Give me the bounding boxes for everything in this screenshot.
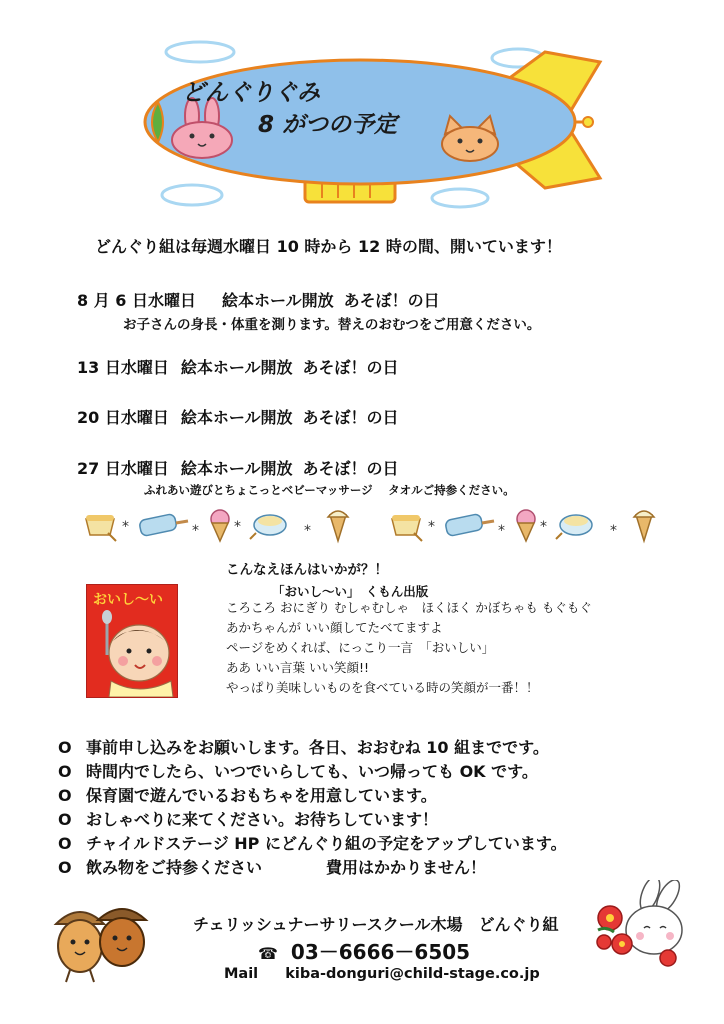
ice-cream-cone-icon: [211, 510, 229, 541]
schedule-date: 13 日水曜日: [77, 358, 169, 377]
ice-cream-cone-icon: [634, 511, 654, 541]
acorn-icon: [98, 909, 146, 966]
schedule-date: 20 日水曜日: [77, 408, 169, 427]
sparkle-icon: *: [192, 523, 199, 539]
notice-text: チャイルドステージ HP にどんぐり組の予定をアップしています。: [86, 834, 567, 853]
bunny-flowers-illustration: [592, 880, 692, 970]
ice-cream-cone-icon: [517, 510, 535, 541]
book-description: [226, 598, 592, 698]
bullet: O: [58, 786, 72, 805]
bullet: O: [58, 834, 72, 853]
phone-row: [258, 936, 470, 965]
popsicle-icon: [139, 513, 188, 536]
book-line: ああ いい言葉 いい笑顔!!: [226, 660, 369, 675]
acorn-illustration: [46, 890, 156, 990]
schedule-row: [77, 288, 440, 311]
bullet: O: [58, 810, 72, 829]
phone-icon: ☎: [258, 944, 278, 963]
schedule-tag: あそぼ！の日: [302, 459, 399, 478]
bullet: O: [58, 858, 72, 877]
book-line: ころころ おにぎり むしゃむしゃ ほくほく かぼちゃも もぐもぐ: [226, 600, 592, 615]
organization-name: チェリッシュナーサリースクール木場 どんぐり組: [193, 915, 559, 934]
schedule-note: ふれあい遊びとちょこっとベビーマッサージ タオルご持参ください。: [144, 483, 515, 497]
schedule-event: 絵本ホール開放: [180, 459, 293, 478]
book-cover-title: おいし～い: [93, 592, 163, 608]
list-item: [58, 856, 567, 880]
sweets-divider: [80, 505, 660, 545]
acorn-icon: [56, 912, 104, 982]
list-item: [58, 832, 567, 856]
mail-row: [224, 966, 540, 982]
pudding-icon: [86, 515, 116, 541]
title-line-2: 8 がつの予定: [258, 112, 398, 138]
title-line-1: どんぐりぐみ: [182, 80, 320, 106]
schedule-event: 絵本ホール開放: [180, 358, 293, 377]
cloud-icon: [432, 189, 488, 207]
schedule-date: 27 日水曜日: [77, 459, 169, 478]
schedule-event: 絵本ホール開放: [221, 291, 334, 310]
schedule-date: 8 月 6 日水曜日: [77, 291, 196, 310]
notice-text: 事前申し込みをお願いします。各日、おおむね 10 組までです。: [86, 738, 549, 757]
schedule-row: [77, 405, 399, 428]
pudding-icon: [250, 515, 286, 539]
pudding-icon: [556, 515, 592, 539]
schedule-row: [77, 355, 399, 378]
bunny-with-flowers-icon: [597, 880, 684, 966]
cloud-icon: [162, 185, 222, 205]
schedule-event: 絵本ホール開放: [180, 408, 293, 427]
pudding-icon: [392, 515, 422, 541]
list-item: [58, 808, 567, 832]
book-line: あかちゃんが いい顔してたべてますよ: [226, 620, 443, 635]
sparkle-icon: *: [610, 523, 617, 539]
book-line: ページをめくれば、にっこり一言 「おいしい」: [226, 640, 495, 655]
notice-text: おしゃべりに来てください。お待ちしています！: [86, 810, 439, 829]
list-item: [58, 760, 567, 784]
book-heading: こんなえほんはいかが？！: [226, 562, 388, 578]
notice-text: 時間内でしたら、いつでいらしても、いつ帰っても OK です。: [86, 762, 538, 781]
sparkle-icon: *: [498, 523, 505, 539]
book-title-publisher: 「おいし～い」 くもん出版: [272, 584, 429, 599]
popsicle-icon: [445, 513, 494, 536]
sparkle-icon: *: [540, 519, 547, 535]
list-item: [58, 784, 567, 808]
schedule-row: [77, 456, 399, 479]
phone-number[interactable]: 03－6666－6505: [290, 940, 471, 964]
baby-icon: [87, 585, 177, 697]
sparkle-icon: *: [428, 519, 435, 535]
schedule-tag: あそぼ！の日: [302, 408, 399, 427]
intro-text: どんぐり組は毎週水曜日 10 時から 12 時の間、開いています！: [95, 237, 562, 256]
cloud-icon: [166, 42, 234, 62]
schedule-tag: あそぼ！の日: [343, 291, 440, 310]
sparkle-icon: *: [122, 519, 129, 535]
sparkle-icon: *: [234, 519, 241, 535]
schedule-tag: あそぼ！の日: [302, 358, 399, 377]
notice-text: 飲み物をご持参ください 費用はかかりません！: [86, 858, 487, 877]
book-line: やっぱり美味しいものを食べている時の笑顔が一番！！: [226, 680, 539, 695]
schedule-note: お子さんの身長・体重を測ります。替えのおむつをご用意ください。: [123, 317, 541, 333]
mail-label: Mail: [224, 966, 259, 982]
email-link[interactable]: kiba-donguri@child-stage.co.jp: [285, 966, 540, 982]
bullet: O: [58, 762, 72, 781]
list-item: [58, 736, 567, 760]
book-cover: [86, 584, 178, 698]
bullet: O: [58, 738, 72, 757]
sparkle-icon: *: [304, 523, 311, 539]
notice-list: [58, 736, 567, 880]
ice-cream-cone-icon: [328, 511, 348, 541]
notice-text: 保育園で遊んでいるおもちゃを用意しています。: [86, 786, 437, 805]
